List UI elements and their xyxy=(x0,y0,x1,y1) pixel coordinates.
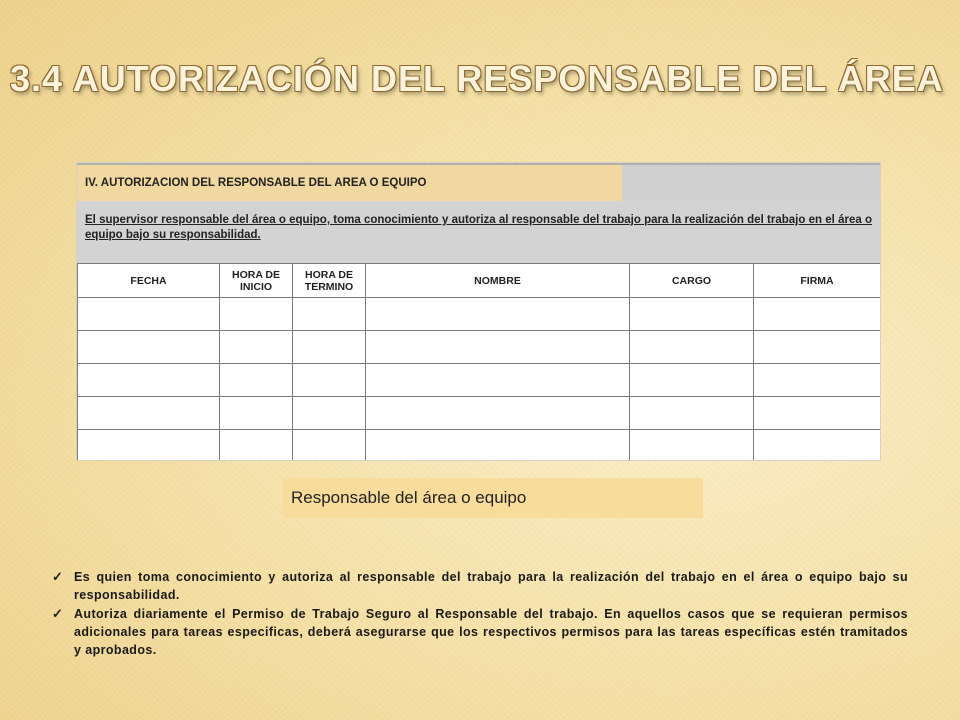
table-cell xyxy=(78,364,220,397)
check-icon: ✓ xyxy=(52,569,64,584)
table-cell xyxy=(754,430,881,461)
form-header-fill xyxy=(622,163,880,201)
table-cell xyxy=(754,331,881,364)
table-body xyxy=(78,298,881,461)
column-header-hora-inicio: HORA DE INICIO xyxy=(220,264,293,298)
authorization-table xyxy=(77,263,880,460)
authorization-form-image xyxy=(77,163,880,460)
bullet-list xyxy=(52,568,908,660)
form-description: El supervisor responsable del área o equipo, toma conocimiento y autoriza al responsable del trabajo para la realización del trabajo en el área o equipo bajo su responsabilidad. xyxy=(77,201,880,263)
table-cell xyxy=(366,298,630,331)
table-cell xyxy=(78,298,220,331)
list-item xyxy=(52,568,908,604)
table-cell xyxy=(630,430,754,461)
table-cell xyxy=(293,397,366,430)
table-cell xyxy=(220,397,293,430)
table-cell xyxy=(78,397,220,430)
table-cell xyxy=(78,430,220,461)
table-cell xyxy=(78,331,220,364)
table-cell xyxy=(293,364,366,397)
table-cell xyxy=(366,430,630,461)
column-header-cargo: CARGO xyxy=(630,264,754,298)
table-cell xyxy=(220,298,293,331)
table-cell xyxy=(754,364,881,397)
column-header-firma: FIRMA xyxy=(754,264,881,298)
table-cell xyxy=(220,331,293,364)
table-row xyxy=(78,298,881,331)
bullet-text: Es quien toma conocimiento y autoriza al responsable del trabajo para la realización del trabajo en el área o equipo bajo su responsabilidad. xyxy=(74,570,908,602)
table-row xyxy=(78,331,881,364)
table-cell xyxy=(754,298,881,331)
responsable-label-box: Responsable del área o equipo xyxy=(283,478,703,518)
table-cell xyxy=(220,364,293,397)
bullet-text: Autoriza diariamente el Permiso de Trabajo Seguro al Responsable del trabajo. En aquellos casos que se requieran permisos adicionales para tareas especificas, deberá asegurarse que los respectivos permisos para las tareas específicas estén tramitados y aprobados. xyxy=(74,607,908,657)
table-cell xyxy=(366,331,630,364)
table-row xyxy=(78,430,881,461)
column-header-fecha: FECHA xyxy=(78,264,220,298)
table-cell xyxy=(630,397,754,430)
table-cell xyxy=(293,298,366,331)
column-header-nombre: NOMBRE xyxy=(366,264,630,298)
table-row xyxy=(78,364,881,397)
table-cell xyxy=(754,397,881,430)
table-cell xyxy=(220,430,293,461)
table-cell xyxy=(366,397,630,430)
page-title: 3.4 AUTORIZACIÓN DEL RESPONSABLE DEL ÁREA xyxy=(10,58,944,99)
table-cell xyxy=(630,331,754,364)
table-cell xyxy=(366,364,630,397)
table-cell xyxy=(293,430,366,461)
column-header-hora-termino: HORA DE TERMINO xyxy=(293,264,366,298)
table-cell xyxy=(630,364,754,397)
table-cell xyxy=(293,331,366,364)
table-row xyxy=(78,397,881,430)
list-item xyxy=(52,605,908,659)
table-header-row xyxy=(78,264,881,298)
table-cell xyxy=(630,298,754,331)
form-header xyxy=(77,163,880,201)
check-icon: ✓ xyxy=(52,606,64,621)
form-section-title: IV. AUTORIZACION DEL RESPONSABLE DEL AREA O EQUIPO xyxy=(77,163,622,201)
